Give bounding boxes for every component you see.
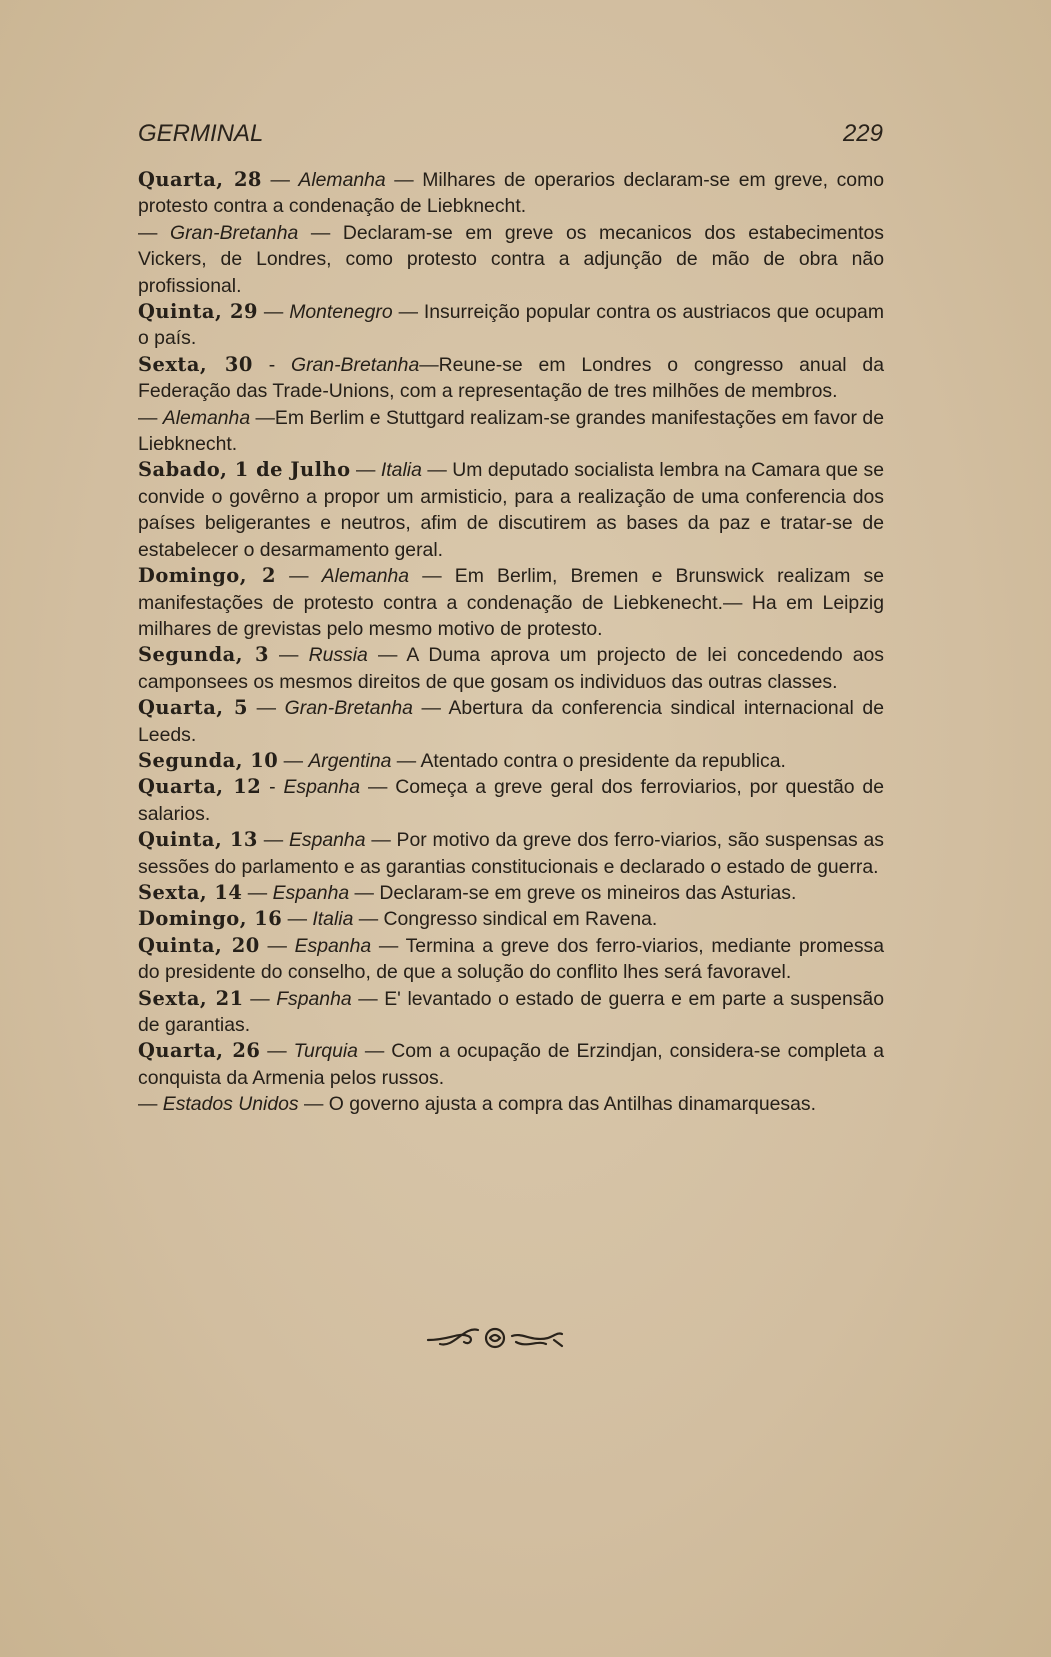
chronicle-entry [138,642,884,695]
entry-separator: — [259,934,295,957]
entry-day: Sexta, 30 [138,352,253,376]
entry-day: Segunda, 3 [138,643,269,667]
entry-separator: — [242,881,273,904]
chronicle-entry [138,1038,884,1091]
entry-day: Domingo, 2 [138,564,276,588]
entry-day: Quinta, 20 [138,933,260,957]
entry-text: — E' levantado o estado de guerra e em parte a suspensão de garantias. [138,987,884,1036]
entry-separator: — [257,301,290,324]
entry-text: —Em Berlim e Stuttgard realizam-se grandes manifestações em favor de Liebknecht. [138,406,884,456]
chronicle-entry [138,827,884,880]
entry-text: —Reune-se em Londres o congresso anual da Federação das Trade-Unions, com a representação de tres milhões de membros. [138,353,884,403]
entry-place: Turquia [293,1040,358,1063]
entry-place: Espanha [272,881,350,904]
entry-place: Italia [380,459,422,482]
entry-place: Alemanha [298,169,386,191]
entry-separator: — [138,1093,163,1116]
chronicle-entry [138,695,884,748]
entry-text: — A Duma aprova um projecto de lei concedendo aos camponsees os mesmos direitos de que gosam os individuos das outras classes. [138,644,884,693]
entry-text: — O governo ajusta a compra das Antilhas dinamarquesas. [298,1093,816,1116]
entry-place: Argentina [308,749,392,772]
entry-place: Gran-Bretanha [284,697,413,720]
entry-separator: — [276,565,322,588]
chronicle-entry [138,352,884,405]
entry-separator: — [278,749,309,772]
chronicle-entry [138,299,884,352]
entry-text: — Atentado contra o presidente da republica. [391,749,786,772]
entry-day: Sexta, 14 [138,880,243,904]
entry-place: Estados Unidos [162,1093,299,1116]
chronicle-entry [138,748,884,774]
entry-separator: — [268,644,309,667]
page-number: 229 [842,120,883,147]
entry-place: Gran-Bretanha [290,353,420,376]
entry-text: — Abertura da conferencia sindical internacional de Leeds. [138,697,884,746]
entry-text: — Declaram-se em greve os mecanicos dos estabecimentos Vickers, de Londres, como protesto contra a adjunção de mão de obra não profissional. [138,221,885,297]
entry-separator: — [260,1040,294,1063]
entry-place: Fspanha [276,987,352,1010]
entry-separator: — [350,459,381,482]
entry-day: Sabado, 1 de Julho [138,458,351,482]
entry-day: Segunda, 10 [138,748,279,772]
chronicle-entry [138,880,884,906]
chronicle-entry [138,774,884,827]
entry-place: Italia [312,908,354,931]
entry-day: Domingo, 16 [138,907,283,931]
chronicle-entry [138,933,884,986]
entry-separator: — [138,406,163,429]
entry-separator: — [261,169,299,191]
entry-text: — Começa a greve geral dos ferroviarios, por questão de salarios. [138,776,885,825]
decorative-fleuron-icon [420,1318,570,1358]
entry-text: — Um deputado socialista lembra na Camara que se convide o govêrno a propor um armisticio, para a realização de uma conferencia dos países beligerantes e neutros, afim de discutirem as bases da paz e tratar-se de estabelecer o desarmamento geral. [138,459,884,561]
entry-place: Gran-Bretanha [170,221,299,244]
entry-text: — Com a ocupação de Erzindjan, considera-se completa a conquista da Armenia pelos russos. [138,1040,884,1089]
running-title: GERMINAL [138,120,264,147]
chronicle-entry [138,405,884,458]
chronicle-entry [138,986,884,1039]
entry-place: Alemanha [321,565,410,588]
chronicle-entry [138,906,884,932]
entry-separator: — [248,697,285,720]
running-header [138,120,883,148]
entry-day: Quarta, 5 [138,696,249,720]
chronicle-entry [138,457,884,563]
entry-place: Espanha [288,829,366,852]
entry-place: Russia [308,644,368,667]
entry-separator: — [282,908,313,931]
entry-separator: — [243,987,277,1010]
entry-day: Quarta, 26 [138,1039,261,1063]
entry-text: — Em Berlim, Bremen e Brunswick realizam se manifestações de protesto contra a condenação de Liebkenecht.— Ha em Leipzig milhares de grevistas pelo mesmo motivo de protesto. [138,565,884,640]
entry-text: — Insurreição popular contra os austriacos que ocupam o país. [138,301,884,350]
entry-day: Quarta, 12 [138,775,262,799]
entry-day: Quinta, 29 [138,300,258,324]
chronicle-entry [138,1091,884,1117]
chronicle-entry [138,220,884,299]
entry-place: Montenegro [289,301,393,324]
entry-place: Espanha [294,934,372,957]
chronicle-entry [138,167,884,220]
entry-separator: - [252,353,291,376]
entry-text: — Declaram-se em greve os mineiros das Asturias. [349,881,797,904]
entry-place: Espanha [283,776,361,799]
entry-separator: - [261,776,284,799]
chronicle-entry [138,563,884,642]
chronicle-body [138,167,884,1118]
entry-text: — Congresso sindical em Ravena. [353,908,658,931]
entry-separator: — [138,221,170,244]
entry-text: — Termina a greve dos ferro-viarios, mediante promessa do presidente do conselho, de que a solução do conflito lhes será favoravel. [138,934,884,984]
entry-separator: — [257,829,289,852]
entry-text: — Por motivo da greve dos ferro-viarios, são suspensas as sessões do parlamento e as garantias constitucionais e declarado o estado de guerra. [138,829,884,878]
entry-day: Quinta, 13 [138,828,258,852]
entry-day: Quarta, 28 [138,168,262,191]
entry-text: — Milhares de operarios declaram-se em greve, como protesto contra a condenação de Liebknecht. [138,169,885,218]
entry-day: Sexta, 21 [138,986,244,1010]
entry-place: Alemanha [162,406,251,429]
